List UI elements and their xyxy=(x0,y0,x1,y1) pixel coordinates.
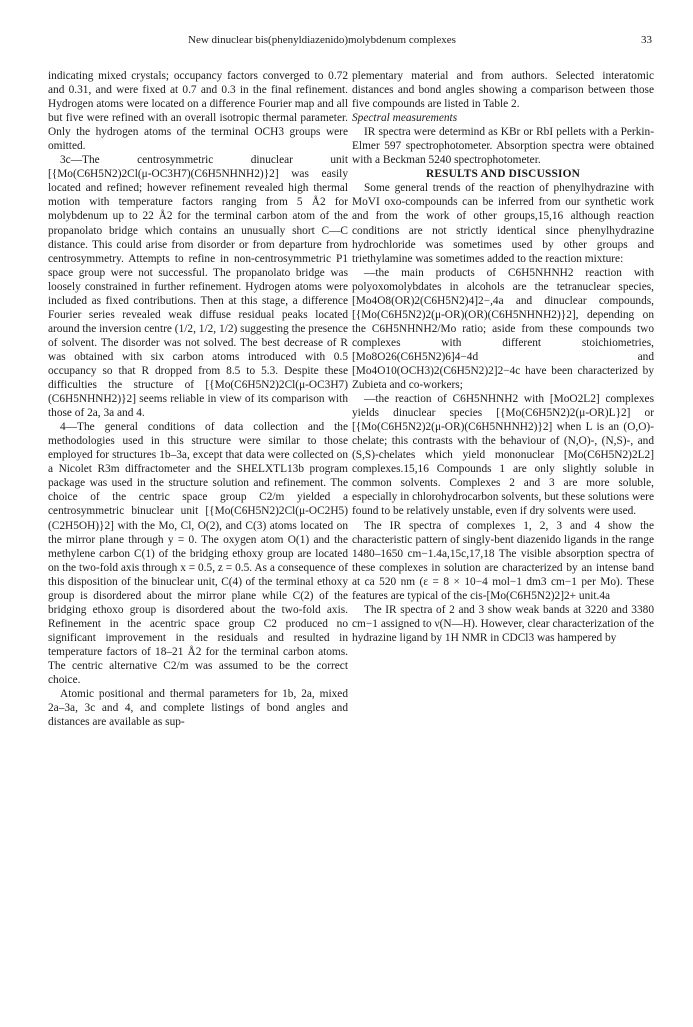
paragraph-polyoxomolybdates: —the main products of C6H5NHNH2 reaction with polyoxomolybdates in alcohols are the tetranuclear species, [Mo4O8(OR)2(C6H5N2)4]2−,4a and dinuclear compounds, [{Mo(C6H5N2)2(μ-OR)(OR)(C6H5NHNH2)}2], depending on the C6H5NHNH2/Mo ratio; aside from these compounds two complexes with different stoichiometries, [Mo8O26(C6H5N2)6]4−4d and [Mo4O10(OCH3)2(C6H5N2)2]2−4c have been characterized by Zubieta and co-workers; xyxy=(352,266,654,392)
page-header xyxy=(48,34,660,50)
results-discussion-heading: RESULTS AND DISCUSSION xyxy=(425,168,581,181)
paragraph-spectral-measurements: IR spectra were determind as KBr or RbI pellets with a Perkin-Elmer 597 spectrophotometer. Absorption spectra were obtained with a Beckman 5240 spectrophotometer. xyxy=(352,126,654,167)
page-number: 33 xyxy=(641,34,652,46)
paragraph-structure-4: 4—The general conditions of data collection and the methodologies used in this structure were similar to those employed for structures 1b–3a, except that data were collected on a Nicolet R3m diffractometer and the SHELXTL13b program package was used in the structure solution and refinement. The choice of the centric space group C2/m yielded a centrosymmetric binuclear unit [{Mo(C6H5N2)2Cl(μ-OC2H5)(C2H5OH)}2] with the Mo, Cl, O(2), and C(3) atoms located on the mirror plane through y = 0. The oxygen atom O(1) and the methylene carbon C(1) of the bridging ethoxy group are located on the two-fold axis through x = 0.5, z = 0.5. As a consequence of this disposition of the binuclear unit, C(4) of the terminal ethoxy group is disordered about the mirror plane while C(2) of the bridging ethoxo group is disordered about the two-fold axis. Refinement in the acentric space group C2 produced no significant improvement in the residuals and resulted in temperature factors of 18–21 Å2 for the terminal carbon atoms. The centric alternative C2/m was assumed to be the correct choice. xyxy=(48,421,348,687)
paragraph-mixed-crystals: indicating mixed crystals; occupancy factors converged to 0.72 and 0.31, and were fixed at 0.7 and 0.3 in the final refinement. Hydrogen atoms were located on a difference Fourier map and all but five were refined with an overall isotropic thermal parameter. Only the hydrogen atoms of the terminal OCH3 groups were omitted. xyxy=(48,70,348,153)
spectral-measurements-heading: Spectral measurements xyxy=(352,112,458,125)
paragraph-ir-spectra: The IR spectra of complexes 1, 2, 3 and 4 show the characteristic pattern of singly-bent diazenido ligands in the range 1480–1650 cm−1.4a,15c,17,18 The visible absorption spectra of these complexes in solution are characterized by an intense band at ca 520 nm (ε = 8 × 10−4 mol−1 dm3 cm−1 per Mo). These features are typical of the cis-[Mo(C6H5N2)2]2+ unit.4a xyxy=(352,519,654,602)
paragraph-nmr: The IR spectra of 2 and 3 show weak bands at 3220 and 3380 cm−1 assigned to ν(N—H). However, clear characterization of the hydrazine ligand by 1H NMR in CDCl3 was hampered by xyxy=(352,603,654,644)
paragraph-supplementary-continued: plementary material and from authors. Selected interatomic distances and bond angles showing a comparison between those five compounds are listed in Table 2. xyxy=(352,70,654,111)
running-title: New dinuclear bis(phenyldiazenido)molybdenum complexes xyxy=(188,34,456,46)
right-column xyxy=(352,69,654,645)
paragraph-structure-3c: 3c—The centrosymmetric dinuclear unit [{Mo(C6H5N2)2Cl(μ-OC3H7)(C6H5NHNH2)}2] was easily located and refined; however refinement revealed high thermal motion with temperature factors ranging from 5 Å2 for molybdenum up to 22 Å2 for the terminal carbon atom of the propanolato bridge which contains an unusually short C—C distance. This could arise from disorder or from departure from centrosymmetry. Attempts to refine in non-centrosymmetric P1 space group were not successful. The propanolato bridge was loosely constrained in further refinement. Hydrogen atoms were included as fixed contributions. Then at this stage, a difference Fourier series revealed weak diffuse residual peaks located around the inversion centre (1/2, 1/2, 1/2) suggesting the presence of solvent. The disorder was not solved. The best decrease of R was obtained with six carbon atoms introduced with 0.5 occupancy so that R dropped from 8.5 to 5.3. Despite these difficulties the structure of [{Mo(C6H5N2)2Cl(μ-OC3H7)(C6H5NHNH2)}2] seems reliable in view of its comparison with those of 2a, 3a and 4. xyxy=(48,154,348,420)
paragraph-supplementary: Atomic positional and thermal parameters for 1b, 2a, mixed 2a–3a, 3c and 4, and complete listings of bond angles and distances are available as sup- xyxy=(48,688,348,729)
left-column xyxy=(48,69,348,729)
paragraph-general-trends: Some general trends of the reaction of phenylhydrazine with MoVI oxo-compounds can be inferred from our synthetic work and from the work of other groups,15,16 although reaction conditions are not strictly identical since phenylhydrazine hydrochloride was sometimes used by other groups and triethylamine was sometimes added to the reaction mixture: xyxy=(352,182,654,265)
paragraph-dinuclear-species: —the reaction of C6H5NHNH2 with [MoO2L2] complexes yields dinuclear species [{Mo(C6H5N2)2(μ-OR)L}2] or [{Mo(C6H5N2)2(μ-OR)(C6H5NHNH2)}2] when L is an (O,O)-chelate; this contrasts with the behaviour of (N,O)-, (N,S)-, and (S,S)-chelates which yield mononuclear [Mo(C6H5N2)2L2] complexes.15,16 Compounds 1 are only slightly soluble in common solvents. Complexes 2 and 3 are more soluble, especially in chlorohydrocarbon solvents, but these solutions were found to be relatively unstable, even if dry solvents were used. xyxy=(352,393,654,518)
